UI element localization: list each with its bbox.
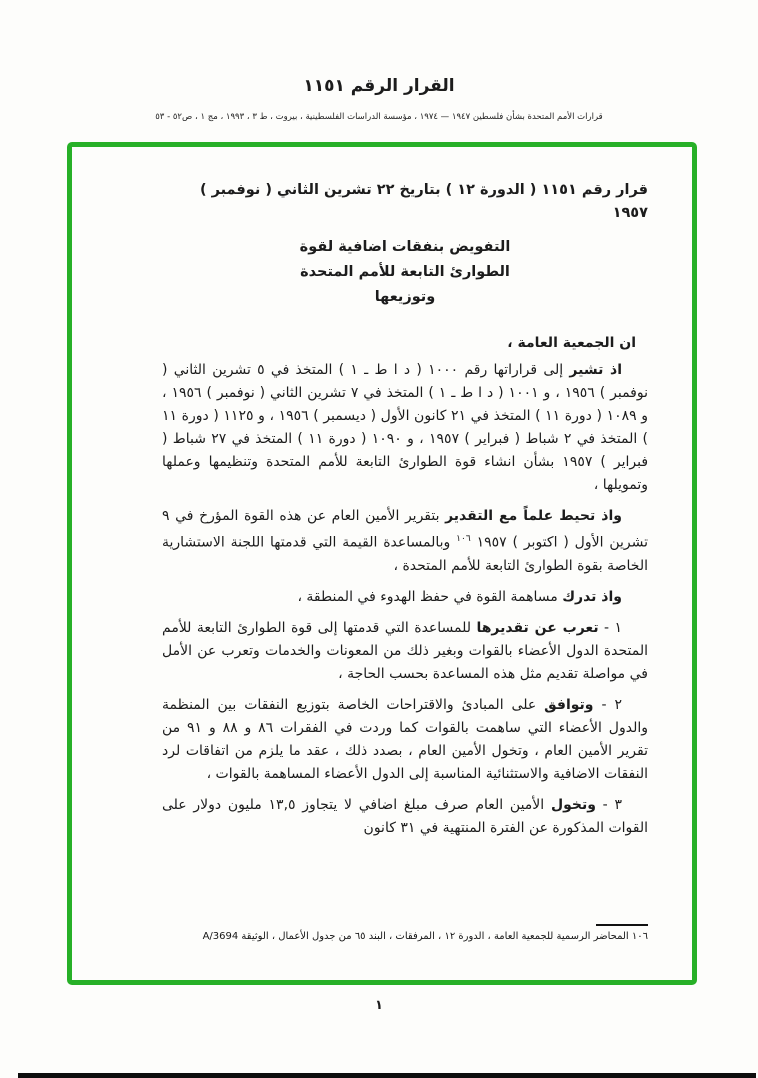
paragraph-noting [162,505,648,578]
recalling-lead: اذ تشير [569,362,623,378]
footnote-area [94,924,648,942]
noting-text-2: وبالمساعدة القيمة التي قدمتها اللجنة الاستشارية الخاصة بقوة الطوارئ التابعة للأمم المتحدة ، [162,534,648,574]
operative-2-text: على المبادئ والاقتراحات الخاصة بتوزيع النفقات بين المنظمة والدول الأعضاء التي ساهمت بالقوات كما وردت في الفقرات ٨٦ و ٨٨ و ٩١ من تقرير الأمين العام ، وتخول الأمين العام ، بصدد ذلك ، عقد ما يلزم من اتفاقات لرد النفقات الاضافية والاستثنائية المناسبة إلى الدول الأعضاء المساهمة بالقوات ، [162,696,648,782]
recalling-text: إلى قراراتها رقم ١٠٠٠ ( د ا ط ـ ١ ) المتخذ في ٥ تشرين الثاني ( نوفمبر ) ١٩٥٦ ، و ١٠٠١ ( د ا ط ـ ١ ) المتخذ في ٧ تشرين الثاني ( نوفمبر ) ١٩٥٦ ، و ١٠٨٩ ( دورة ١١ ) المتخذ في ٢١ كانون الأول ( ديسمبر ) ١٩٥٦ ، و ١١٢٥ ( دورة ١١ ) المتخذ في ٢ شباط ( فبراير ) ١٩٥٧ ، و ١٠٩٠ ( دورة ١١ ) المتخذ في ٢٧ شباط ( فبراير ) ١٩٥٧ بشأن انشاء قوة الطوارئ التابعة للأمم المتحدة وتنظيمها وعملها وتمويلها ، [162,362,648,493]
footnote-text: ١٠٦ المحاضر الرسمية للجمعية العامة ، الدورة ١٢ ، المرفقات ، البند ٦٥ من جدول الأعمال ، الوثيقة A/3694 [202,931,648,942]
source-citation: قرارات الأمم المتحدة بشأن فلسطين ١٩٤٧ — ١٩٧٤ ، مؤسسة الدراسات الفلسطينية ، بيروت ، ط ٣ ، ١٩٩٣ ، مج ١ ، ص٥٢ - ٥٣ [155,112,603,122]
scan-edge-artifact [18,1073,756,1078]
subtitle-line-1: التفويض بنفقات اضافية لقوة [299,239,511,255]
paragraph-operative-1 [162,617,648,686]
paragraph-operative-2 [162,694,648,786]
paragraph-preamble-opening [162,332,648,355]
operative-2-lead: وتوافق [544,696,594,713]
paragraph-recalling [162,359,648,497]
operative-1-text: للمساعدة التي قدمتها إلى قوة الطوارئ التابعة للأمم المتحدة الدول الأعضاء بالقوات وبغير ذلك من المعونات والخدمات وتعرب عن الأمل في مواصلة تقديم مثل هذه المساعدة بحسب الحاجة ، [162,619,648,682]
operative-3-number: ٣ - [595,796,623,813]
paragraph-aware [162,586,648,609]
aware-lead: واذ تدرك [562,588,622,605]
operative-3-lead: وتخول [550,796,596,813]
operative-1-number: ١ - [598,619,623,636]
green-border-frame [67,142,697,985]
page-title: القرار الرقم ١١٥١ [303,76,455,96]
resolution-heading [162,179,648,225]
heading-line-1: قرار رقم ١١٥١ ( الدورة ١٢ ) بتاريخ ٢٢ تشرين الثاني ( نوفمبر ) [199,182,648,198]
heading-line-2: ١٩٥٧ [612,205,648,221]
subtitle-line-2: الطوارئ التابعة للأمم المتحدة [300,264,510,280]
aware-text: مساهمة القوة في حفظ الهدوء في المنطقة ، [297,588,563,605]
footnote-reference: ١٠٦ [456,534,471,544]
footnote-divider [596,924,648,926]
noting-text-1: بتقرير الأمين العام عن هذه القوة المؤرخ في ٩ تشرين الأول ( اكتوبر ) ١٩٥٧ [162,508,648,551]
operative-2-number: ٢ - [593,696,622,713]
operative-3-text: الأمين العام صرف مبلغ اضافي لا يتجاوز ١٣,٥ مليون دولار على القوات المذكورة عن الفترة المنتهية في ٣١ كانون [162,796,648,836]
preamble-opening-text: ان الجمعية العامة ، [507,335,636,351]
resolution-subtitle [162,235,648,310]
noting-lead: واذ تحيط علماً مع التقدير [445,508,622,524]
subtitle-line-3: وتوزيعها [374,289,436,305]
page-number: ١ [375,998,383,1013]
resolution-body [162,179,648,846]
operative-1-lead: تعرب عن تقديرها [476,619,599,636]
paragraph-operative-3 [162,794,648,840]
